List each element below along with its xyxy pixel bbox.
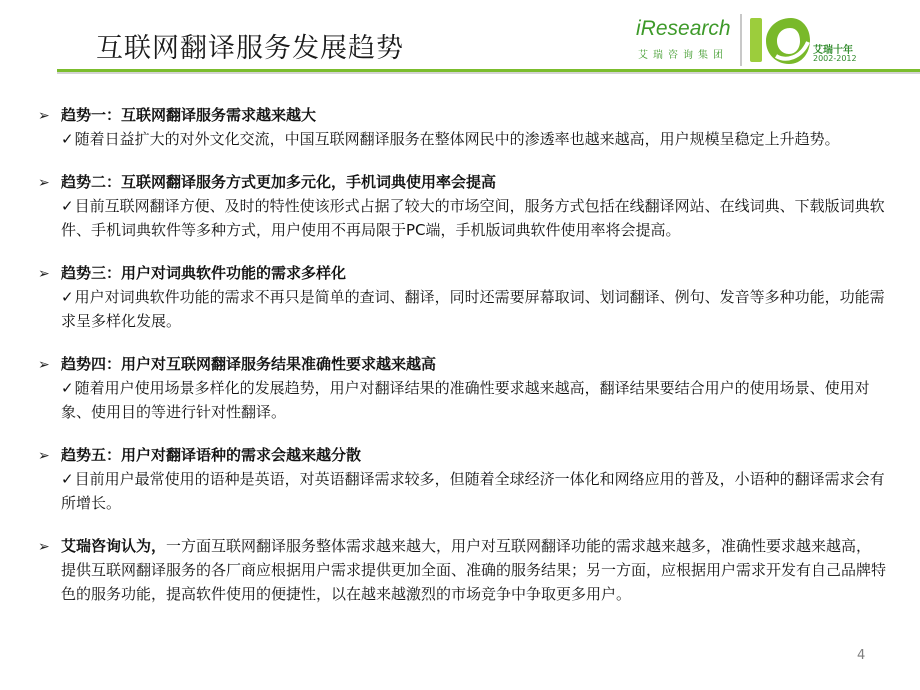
- trend-body-text: 目前用户最常使用的语种是英语，对英语翻译需求较多，但随着全球经济一体化和网络应用的普及，小语种的翻译需求会有所增长。: [61, 470, 885, 512]
- logo-divider: [740, 14, 742, 66]
- trend-body: [61, 376, 886, 424]
- trend-body: [61, 467, 886, 515]
- checkmark-icon: ✓: [61, 130, 74, 148]
- trend-item-4: [36, 352, 886, 424]
- arrow-bullet-icon: ➢: [38, 108, 50, 124]
- trend-heading: 趋势二：互联网翻译服务方式更加多元化，手机词典使用率会提高: [61, 173, 497, 191]
- trend-heading: 趋势五：用户对翻译语种的需求会越来越分散: [61, 446, 362, 464]
- arrow-bullet-icon: ➢: [38, 175, 50, 191]
- trend-item-5: [36, 443, 886, 515]
- trend-body: [61, 285, 886, 333]
- arrow-bullet-icon: ➢: [38, 539, 50, 555]
- logo-anniversary-label: 艾瑞十年: [813, 45, 853, 56]
- trend-body-text: 随着用户使用场景多样化的发展趋势，用户对翻译结果的准确性要求越来越高，翻译结果要结合用户的使用场景、使用对象、使用目的等进行针对性翻译。: [61, 379, 870, 421]
- trend-item-1: [36, 103, 886, 151]
- checkmark-icon: ✓: [61, 470, 74, 488]
- page-number: 4: [857, 648, 866, 663]
- arrow-bullet-icon: ➢: [38, 266, 50, 282]
- ten-year-anniversary-icon: [746, 12, 812, 70]
- checkmark-icon: ✓: [61, 288, 74, 306]
- trend-body-text: 用户对词典软件功能的需求不再只是简单的查词、翻译，同时还需要屏幕取词、划词翻译、例句、发音等多种功能，功能需求呈多样化发展。: [61, 288, 885, 330]
- header-shadow-rule: [57, 72, 920, 74]
- summary-lead: 艾瑞咨询认为，: [61, 537, 167, 555]
- trend-body: [61, 127, 886, 151]
- summary-item: [36, 534, 886, 606]
- trend-heading: 趋势四：用户对互联网翻译服务结果准确性要求越来越高: [61, 355, 437, 373]
- trend-heading: 趋势三：用户对词典软件功能的需求多样化: [61, 264, 347, 282]
- page-title: 互联网翻译服务发展趋势: [96, 33, 404, 64]
- logo-years: 2002-2012: [813, 54, 857, 63]
- trend-item-3: [36, 261, 886, 333]
- summary-text: 一方面互联网翻译服务整体需求越来越大，用户对互联网翻译功能的需求越来越多，准确性要求越来越高，提供互联网翻译服务的各厂商应根据用户需求提供更加全面、准确的服务结果；另一方面，应根据用户需求开发有自己品牌特色的服务功能，提高软件使用的便捷性，以在越来越激烈的市场竞争中争取更多用户。: [61, 537, 887, 603]
- logo-brand-cn: 艾瑞咨询集团: [638, 50, 728, 61]
- summary-paragraph: [61, 534, 886, 606]
- trend-list: [36, 103, 886, 625]
- checkmark-icon: ✓: [61, 379, 74, 397]
- iresearch-logo: [630, 12, 920, 70]
- trend-body-text: 目前互联网翻译方便、及时的特性使该形式占据了较大的市场空间，服务方式包括在线翻译网站、在线词典、下载版词典软件、手机词典软件等多种方式，用户使用不再局限于PC端，手机版词典软件使用率将会提高。: [61, 197, 885, 239]
- arrow-bullet-icon: ➢: [38, 448, 50, 464]
- trend-body: [61, 194, 886, 242]
- trend-heading: 趋势一：互联网翻译服务需求越来越大: [61, 106, 317, 124]
- arrow-bullet-icon: ➢: [38, 357, 50, 373]
- trend-body-text: 随着日益扩大的对外文化交流，中国互联网翻译服务在整体网民中的渗透率也越来越高，用户规模呈稳定上升趋势。: [74, 130, 840, 148]
- ten-digit-one: [750, 18, 762, 62]
- logo-brand-text: iResearch: [636, 17, 731, 40]
- checkmark-icon: ✓: [61, 197, 74, 215]
- trend-item-2: [36, 170, 886, 242]
